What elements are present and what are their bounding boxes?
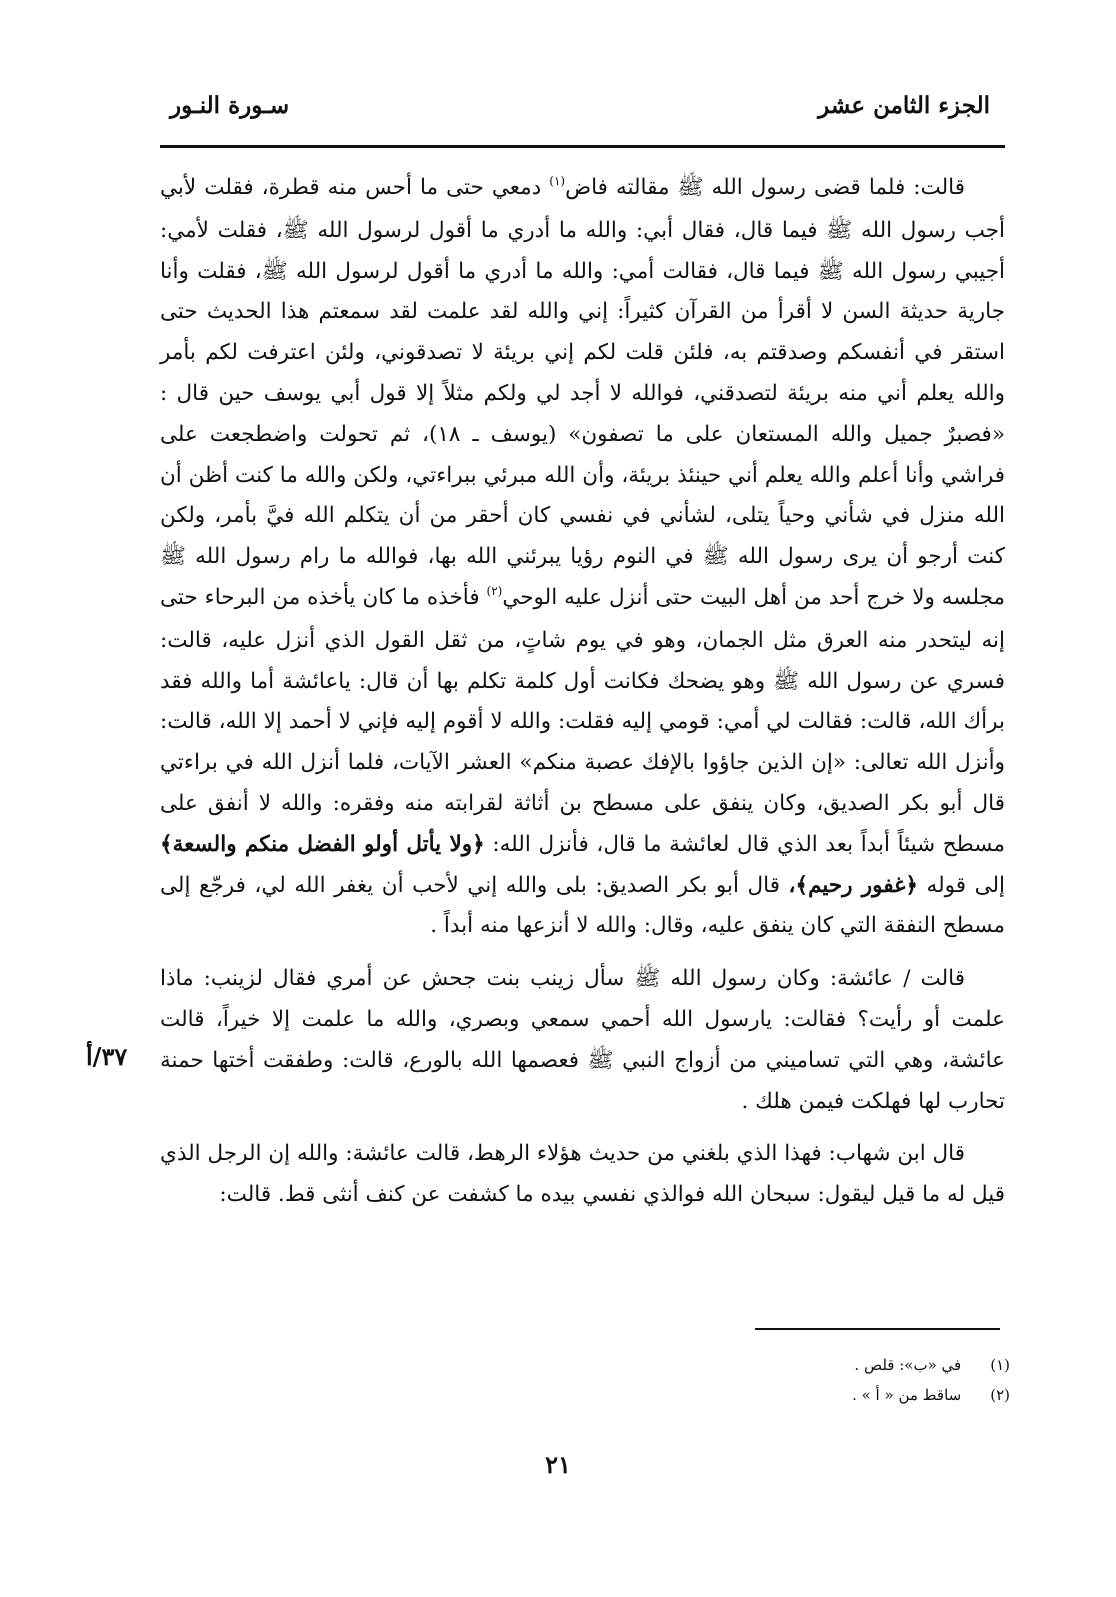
paragraph-1-text-a: قالت: فلما قضى رسول الله ﷺ مقالته فاض [565,175,965,200]
footnote-2-number: (٢) [990,1386,1010,1404]
surah-title: سـورة النـور [170,92,290,119]
paragraph-2: قالت / عائشة: وكان رسول الله ﷺ سأل زينب بنت جحش عن أمري فقال لزينب: ماذا علمت أو رأيت؟ فقالت: يارسول الله أحمي سمعي وبصري، والله ما علمت إلا خيراً، قالت عائشة، وهي التي تساميني من أزواج النبي ﷺ فعصمها الله بالورع، قالت: وطفقت أختها حمنة تحارب لها فهلكت فيمن هلك . [160,966,1005,1114]
footnote-1-number: (١) [990,1356,1010,1374]
footnote-ref-1: (١) [549,174,566,188]
main-text [160,168,1005,1216]
paragraph-1-text-b: دمعي حتى ما أحس منه قطرة، فقلت لأبي أجب رسول الله ﷺ فيما قال، فقال أبي: والله ما أدري ما أقول لرسول الله ﷺ، فقلت لأمي: أجيبي رسول الله ﷺ فيما قال، فقالت أمي: والله ما أدري ما أقول لرسول الله ﷺ، فقلت وأنا جارية حديثة السن لا أقرأ من القرآن كثيراً: إني والله لقد علمت لقد سمعتم هذا الحديث حتى استقر في أنفسكم وصدقتم به، فلئن قلت لكم إني بريئة لا تصدقوني، ولئن اعترفت لكم بأمر والله يعلم أني منه بريئة لتصدقني، فوالله لا أجد لي ولكم مثلاً إلا قول أبي يوسف حين قال : «فصبرٌ جميل والله المستعان على ما تصفون» (يوسف ـ ١٨)، ثم تحولت واضطجعت على فراشي وأنا أعلم والله يعلم أني حينئذ بريئة، وأن الله مبرئي ببراءتي، ولكن والله ما كنت أظن أن الله منزل في شأني وحياً يتلى، لشأني في نفسي كان أحقر من أن يتكلم الله فيَّ بأمر، ولكن كنت أرجو أن يرى رسول الله ﷺ في النوم رؤيا يبرئني الله بها، فوالله ما رام رسول الله ﷺ مجلسه ولا خرج أحد من أهل البيت حتى أنزل عليه الوحي [160,175,1005,610]
paragraph-3: قال ابن شهاب: فهذا الذي بلغني من حديث هؤلاء الرهط، قالت عائشة: والله إن الرجل الذي قيل له ما قيل ليقول: سبحان الله فوالذي نفسي بيده ما كشفت عن كنف أنثى قط. قالت: [160,1141,1005,1208]
footnotes [600,1350,1010,1410]
paragraph-1-text-d: إلى قوله [917,872,1006,898]
paragraph-1-text-e: قال أبو بكر الصديق: بلى والله إني لأحب أن يغفر الله لي، فرجّع إلى مسطح النفقة التي كان ينفق عليه، وقال: والله لا أنزعها منه أبداً . [160,872,1005,939]
header-rule [160,145,1005,148]
paragraph-1 [160,168,1005,947]
page-number: ٢١ [545,1450,571,1479]
footnote-ref-2: (٢) [486,583,503,598]
footnote-rule [755,1328,1000,1330]
part-title: الجزء الثامن عشر [818,92,990,119]
footnote-1-text: في «ب»: قلص . [854,1356,962,1374]
footnote-2-text: ساقط من « أ » . [852,1386,962,1404]
paragraph-1-text-c: فأخذه ما كان يأخذه من البرحاء حتى إنه ليتحدر منه العرق مثل الجمان، وهو في يوم شاتٍ، من ثقل القول الذي أنزل عليه، قالت: فسري عن رسول الله ﷺ وهو يضحك فكانت أول كلمة تكلم بها أن قال: ياعائشة أما والله فقد برأك الله، قالت: فقالت لي أمي: قومي إليه فقلت: والله لا أقوم إليه فإني لا أحمد إلا الله، قالت: وأنزل الله تعالى: «إن الذين جاؤوا بالإفك عصبة منكم» العشر الآيات، فلما أنزل الله في براءتي قال أبو بكر الصديق، وكان ينفق على مسطح بن أثاثة لقرابته منه وفقره: والله لا أنفق على مسطح شيئاً أبداً بعد الذي قال لعائشة ما قال، فأنزل الله: [160,584,1005,857]
footnote-2 [600,1380,1010,1410]
quran-quote-1: ﴿ولا يأتل أولو الفضل منكم والسعة﴾ [160,831,485,857]
quran-quote-2: ﴿غفور رحيم﴾، [788,872,918,898]
manuscript-folio-marker: ٣٧/أ [86,1042,128,1071]
footnote-1 [600,1350,1010,1380]
running-header [160,92,1005,132]
